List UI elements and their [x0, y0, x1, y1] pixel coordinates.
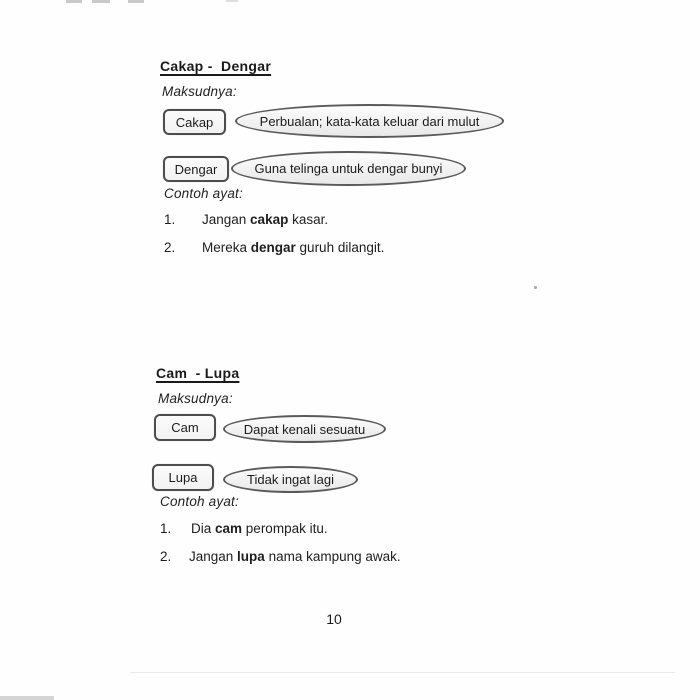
word-box-cakap: Cakap [163, 109, 226, 135]
example-number: 2. [164, 240, 176, 255]
word-box-cam: Cam [154, 414, 216, 441]
page-number: 10 [326, 611, 342, 627]
word-box-dengar: Dengar [163, 156, 229, 182]
scan-speck [534, 286, 537, 289]
scan-mark-top-3 [128, 0, 144, 3]
meaning-ellipse-cakap: Perbualan; kata-kata keluar dari mulut [235, 104, 504, 138]
example-sentence: Dia cam perompak itu. [191, 521, 328, 536]
example-sentence: Jangan lupa nama kampung awak. [189, 549, 401, 564]
example-number: 2. [160, 549, 172, 564]
example-sentence: Jangan cakap kasar. [202, 212, 329, 227]
meaning-ellipse-lupa: Tidak ingat lagi [223, 466, 358, 493]
contoh-ayat-label: Contoh ayat: [160, 494, 239, 509]
maksudnya-label: Maksudnya: [162, 84, 237, 99]
scan-mark-top-4 [226, 0, 238, 2]
section-title-cam-lupa: Cam - Lupa [156, 365, 240, 381]
example-number: 1. [160, 521, 172, 536]
example-sentence: Mereka dengar guruh dilangit. [202, 240, 385, 255]
word-box-lupa: Lupa [152, 464, 214, 491]
section-title-cakap-dengar: Cakap - Dengar [160, 58, 272, 74]
contoh-ayat-label: Contoh ayat: [164, 186, 243, 201]
example-number: 1. [164, 212, 176, 227]
maksudnya-label: Maksudnya: [158, 391, 233, 406]
meaning-ellipse-cam: Dapat kenali sesuatu [223, 415, 386, 443]
scan-mark-top-1 [66, 0, 82, 3]
scan-page-edge-line [130, 672, 675, 673]
scan-mark-bottom-left [0, 696, 54, 700]
meaning-ellipse-dengar: Guna telinga untuk dengar bunyi [231, 151, 466, 186]
scan-mark-top-2 [92, 0, 110, 3]
